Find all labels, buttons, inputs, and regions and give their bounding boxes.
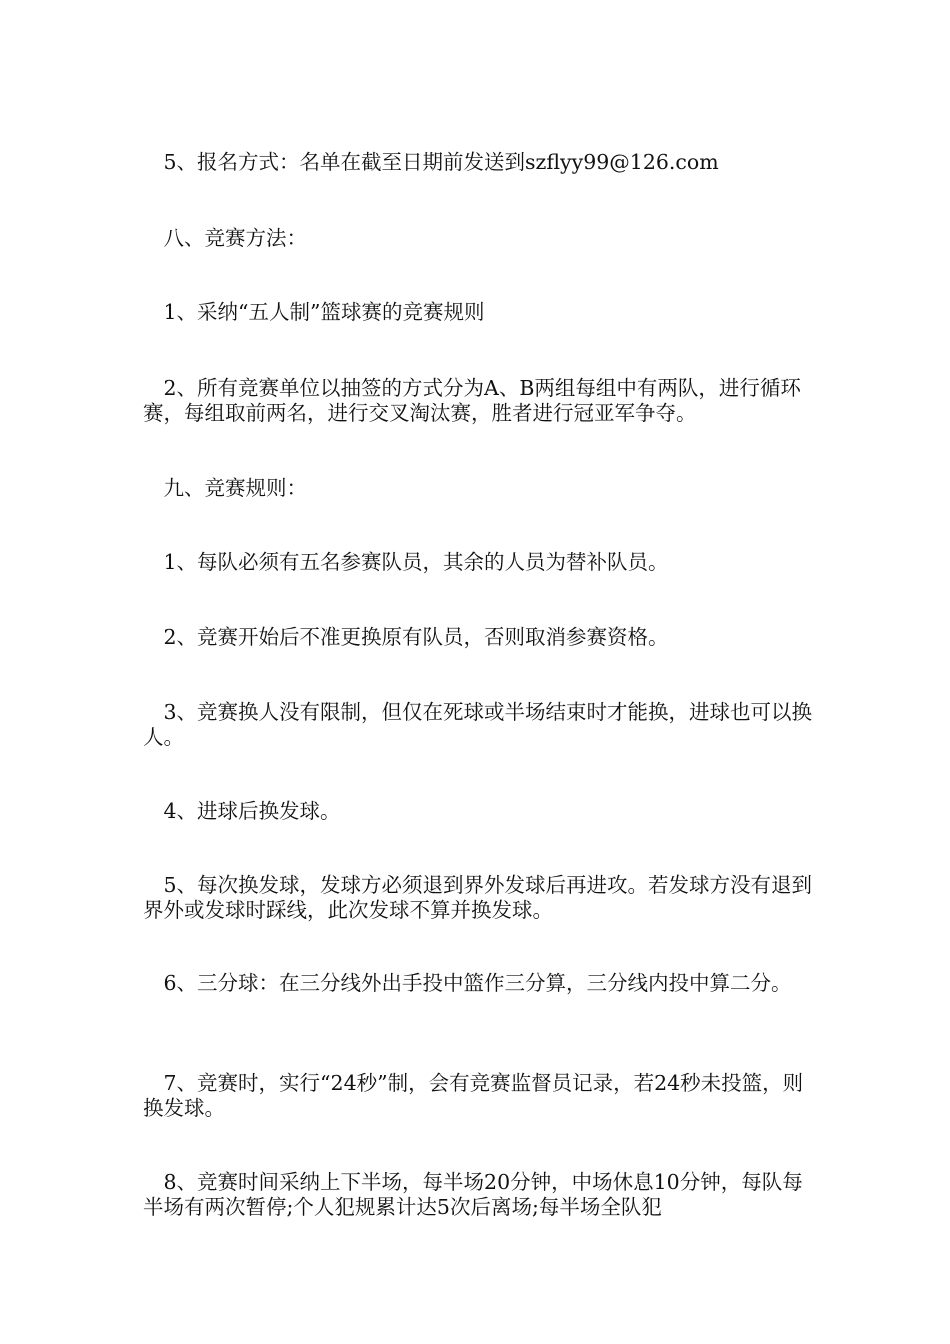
paragraph-rule-6: 6、三分球：在三分线外出手投中篮作三分算，三分线内投中算二分。 bbox=[143, 971, 792, 995]
paragraph-rule-5: 5、每次换发球，发球方必须退到界外发球后再进攻。若发球方没有退到界外或发球时踩线，此次发球不算并换发球。 bbox=[143, 873, 813, 922]
paragraph-rule-8: 8、竞赛时间采纳上下半场，每半场20分钟，中场休息10分钟，每队每半场有两次暂停;个人犯规累计达5次后离场;每半场全队犯 bbox=[143, 1170, 803, 1219]
paragraph-rule-7: 7、竞赛时，实行“24秒”制，会有竞赛监督员记录，若24秒未投篮，则换发球。 bbox=[143, 1071, 804, 1120]
paragraph-rule-4: 4、进球后换发球。 bbox=[143, 799, 341, 823]
paragraph-method-1: 1、采纳“五人制”篮球赛的竞赛规则 bbox=[143, 300, 485, 324]
paragraph-rule-1: 1、每队必须有五名参赛队员，其余的人员为替补队员。 bbox=[143, 550, 669, 574]
paragraph-rule-3: 3、竞赛换人没有限制，但仅在死球或半场结束时才能换，进球也可以换人。 bbox=[143, 700, 813, 749]
heading-competition-rules: 九、竞赛规则： bbox=[143, 476, 307, 500]
heading-competition-method: 八、竞赛方法： bbox=[143, 226, 307, 250]
paragraph-registration-method: 5、报名方式：名单在截至日期前发送到szflyy99@126.com bbox=[143, 150, 719, 174]
paragraph-rule-2: 2、竞赛开始后不准更换原有队员，否则取消参赛资格。 bbox=[143, 625, 669, 649]
paragraph-method-2: 2、所有竞赛单位以抽签的方式分为A、B两组每组中有两队，进行循环赛，每组取前两名，进行交叉淘汰赛，胜者进行冠亚军争夺。 bbox=[143, 376, 801, 425]
